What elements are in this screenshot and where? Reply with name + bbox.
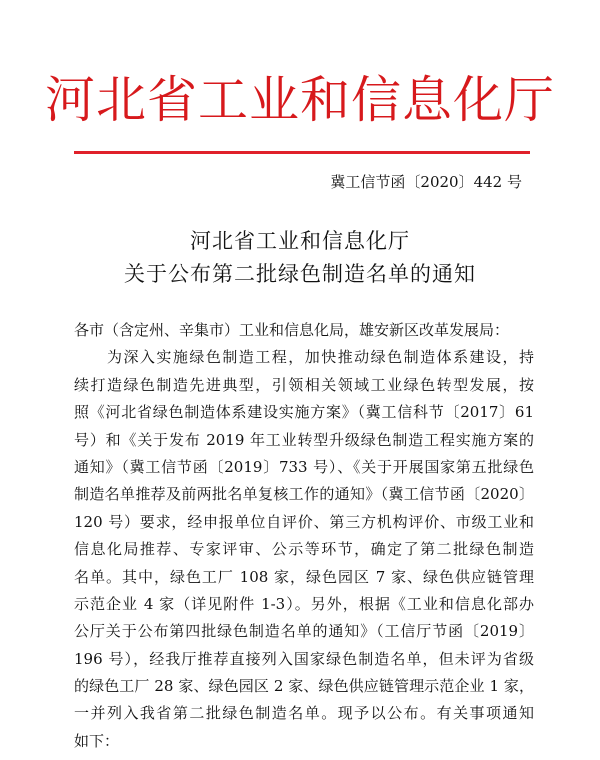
title-line: 河北省工业和信息化厅: [190, 229, 410, 253]
body-line: 号）和《关于发布 2019 年工业转型升级绿色制造工程实施方案的: [74, 430, 534, 449]
document-title: [0, 225, 600, 291]
body-line: 续打造绿色制造先进典型，引领相关领域工业绿色转型发展，按: [74, 375, 534, 394]
body-line: 名单。其中，绿色工厂 108 家，绿色园区 7 家、绿色供应链管理: [74, 567, 534, 586]
body-line: 120 号）要求，经申报单位自评价、第三方机构评价、市级工业和: [74, 512, 534, 531]
body-line: 如下：: [74, 731, 120, 750]
body-line: 196 号），经我厅推荐直接列入国家绿色制造名单，但未评为省级: [74, 649, 534, 668]
body-line: 示范企业 4 家（详见附件 1-3）。另外，根据《工业和信息化部办: [74, 594, 534, 613]
title-line: 关于公布第二批绿色制造名单的通知: [124, 262, 476, 286]
body-line: 一并列入我省第二批绿色制造名单。现予以公布。有关事项通知: [74, 704, 534, 723]
issuer-masthead: 河北省工业和信息化厅: [45, 71, 555, 129]
body-line: 的绿色工厂 28 家、绿色园区 2 家、绿色供应链管理示范企业 1 家，: [74, 677, 534, 696]
salutation-line: 各市（含定州、辛集市）工业和信息化局，雄安新区改革发展局：: [74, 321, 510, 339]
document-body: [74, 317, 534, 755]
document-number: 冀工信节函〔2020〕442 号: [330, 173, 522, 191]
body-line: 为深入实施绿色制造工程，加快推动绿色制造体系建设，持: [74, 348, 534, 367]
masthead-red-rule: [74, 151, 530, 154]
body-line: 照《河北省绿色制造体系建设实施方案》（冀工信科节〔2017〕61: [74, 403, 534, 422]
body-line: 公厅关于公布第四批绿色制造名单的通知》（工信厅节函〔2019〕: [74, 622, 534, 641]
body-line: 信息化局推荐、专家评审、公示等环节，确定了第二批绿色制造: [74, 540, 534, 559]
body-line: 通知》（冀工信节函〔2019〕733 号）、《关于开展国家第五批绿色: [74, 457, 534, 476]
body-line: 制造名单推荐及前两批名单复核工作的通知》（冀工信节函〔2020〕: [74, 485, 534, 504]
